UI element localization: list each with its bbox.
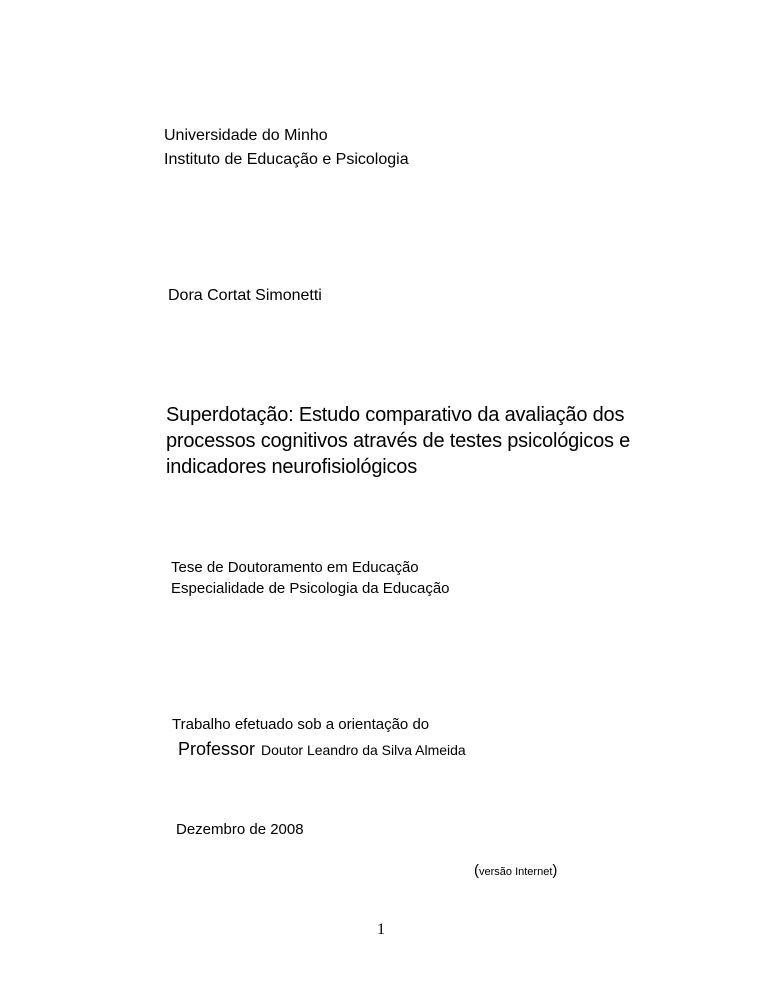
- thesis-title-line-1: Superdotação: Estudo comparativo da avaliação dos: [166, 404, 625, 426]
- version-note: [474, 861, 557, 882]
- university-name: Universidade do Minho: [164, 127, 328, 144]
- institution-block: [164, 124, 409, 172]
- degree-thesis: Tese de Doutoramento em Educação: [171, 559, 419, 576]
- degree-block: [171, 557, 450, 599]
- version-close-paren: ): [552, 862, 558, 879]
- supervisor-line: [178, 738, 466, 762]
- version-text: versão Internet: [479, 866, 553, 878]
- page-number: 1: [377, 921, 385, 938]
- supervisor-role: Professor: [178, 739, 256, 759]
- version-open-paren: (: [474, 862, 479, 879]
- degree-specialty: Especialidade de Psicologia da Educação: [171, 580, 450, 597]
- thesis-title-line-2: processos cognitivos através de testes psicológicos e: [166, 430, 631, 452]
- thesis-title: [166, 402, 630, 480]
- institute-name: Instituto de Educação e Psicologia: [164, 151, 409, 168]
- submission-date: Dezembro de 2008: [176, 821, 304, 838]
- author-name: Dora Cortat Simonetti: [168, 287, 322, 304]
- thesis-title-line-3: indicadores neurofisiológicos: [166, 456, 418, 478]
- supervisor-name: Doutor Leandro da Silva Almeida: [261, 742, 466, 758]
- supervision-intro: Trabalho efetuado sob a orientação do: [172, 716, 430, 733]
